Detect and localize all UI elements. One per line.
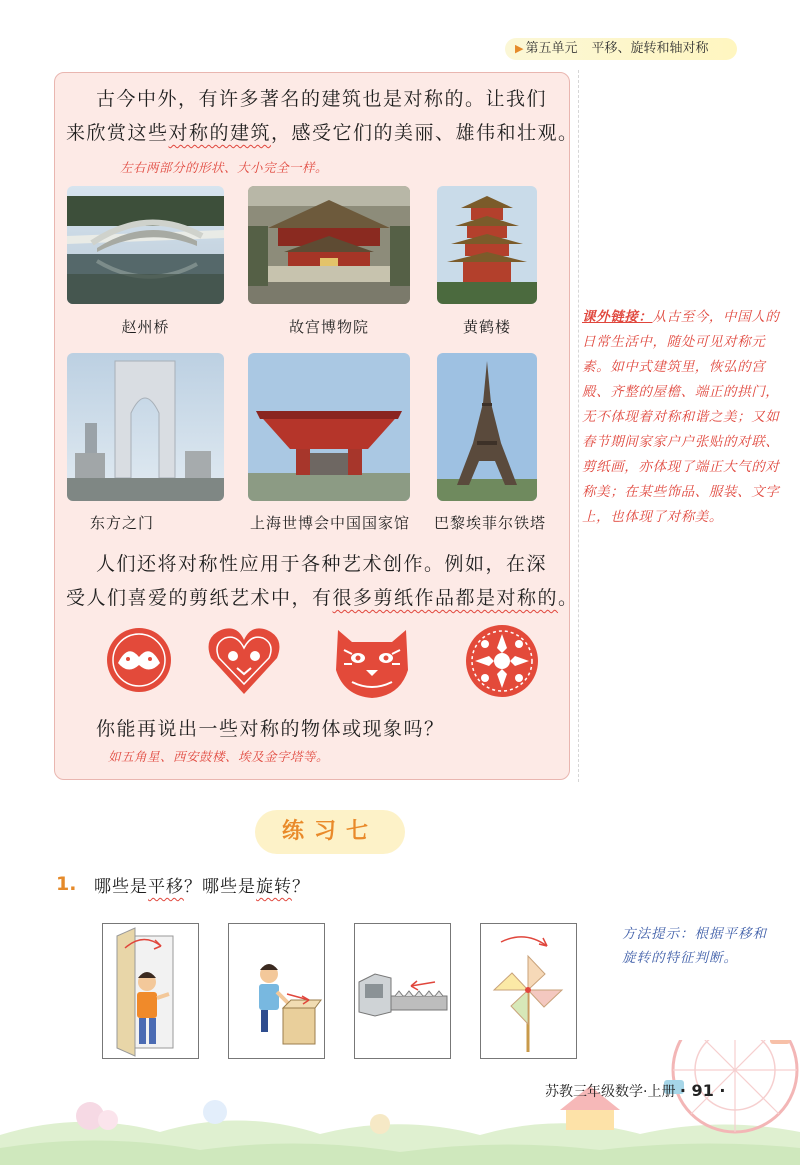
photo-palace-museum bbox=[248, 186, 410, 304]
art-line-1: 人们还将对称性应用于各种艺术创作。例如，在深 bbox=[96, 553, 548, 575]
caption-eiffel-tower: 巴黎埃菲尔铁塔 bbox=[433, 514, 546, 532]
caption-zhaozhou-bridge: 赵州桥 bbox=[121, 318, 170, 336]
paper-cut-heart bbox=[205, 622, 283, 698]
method-hint: 方法提示：根据平移和旋转的特征判断。 bbox=[622, 926, 767, 966]
symmetry-question: 你能再说出一些对称的物体或现象吗？ bbox=[96, 718, 445, 740]
unit-header bbox=[505, 38, 737, 60]
caption-palace-museum: 故宫博物院 bbox=[288, 318, 369, 336]
intro-line-1: 古今中外，有许多著名的建筑也是对称的。让我们 bbox=[96, 88, 548, 110]
photo-eiffel-tower bbox=[437, 353, 537, 501]
extra-link-lead: 课外链接： bbox=[582, 309, 653, 325]
unit-topic: 平移、旋转和轴对称 bbox=[591, 41, 709, 56]
card-pinwheel bbox=[480, 923, 577, 1059]
question-handwritten-answer: 如五角星、西安鼓楼、埃及金字塔等。 bbox=[108, 749, 330, 764]
symmetric-buildings-highlight: 对称的建筑 bbox=[168, 122, 272, 144]
card-push-box bbox=[228, 923, 325, 1059]
intro-handwritten-note: 左右两部分的形状、大小完全一样。 bbox=[120, 160, 329, 175]
margin-divider bbox=[578, 70, 579, 782]
paper-cut-fish bbox=[104, 625, 174, 695]
caption-yellow-crane-tower: 黄鹤楼 bbox=[462, 318, 511, 336]
card-door bbox=[102, 923, 199, 1059]
unit-label: 第五单元 bbox=[525, 41, 578, 56]
caption-china-pavilion: 上海世博会中国国家馆 bbox=[249, 514, 410, 532]
page-number: · 91 · bbox=[679, 1081, 726, 1100]
translation-highlight: 平移 bbox=[148, 877, 184, 897]
play-triangle-icon: ▶ bbox=[515, 42, 524, 55]
paper-cut-highlight: 很多剪纸作品都是对称的 bbox=[332, 587, 559, 609]
photo-zhaozhou-bridge bbox=[67, 186, 224, 304]
rotation-highlight: 旋转 bbox=[256, 877, 292, 897]
photo-gate-of-the-orient bbox=[67, 353, 224, 501]
photo-china-pavilion bbox=[248, 353, 410, 501]
question-number: 1. bbox=[56, 873, 77, 895]
extra-link-text: 从古至今，中国人的日常生活中，随处可见对称元素。如中式建筑里，恢弘的宫殿、齐整的屋檐、端正的拱门，无不体现着对称和谐之美；又如春节期间家家户户张贴的对联、剪纸画，亦体现了端正大气的对称美；在某些饰品、服装、文字上，也体现了对称美。 bbox=[582, 309, 780, 525]
exercise-title: 练习七 bbox=[255, 810, 405, 854]
paper-cut-tiger bbox=[330, 620, 414, 700]
art-line-2: 受人们喜爱的剪纸艺术中，有很多剪纸作品都是对称的。 bbox=[66, 587, 579, 609]
intro-line-2: 来欣赏这些对称的建筑，感受它们的美丽、雄伟和壮观。 bbox=[66, 122, 579, 144]
photo-yellow-crane-tower bbox=[437, 186, 537, 304]
page-footer bbox=[545, 1081, 725, 1101]
exercise-question: 哪些是平移？哪些是旋转？ bbox=[94, 877, 310, 897]
caption-gate-of-the-orient: 东方之门 bbox=[89, 514, 154, 532]
playground-decoration bbox=[0, 1040, 800, 1165]
extra-link-note bbox=[582, 305, 787, 530]
book-title: 苏教三年级数学·上册 bbox=[545, 1084, 676, 1100]
card-conveyor bbox=[354, 923, 451, 1059]
paper-cut-flower bbox=[463, 622, 541, 700]
